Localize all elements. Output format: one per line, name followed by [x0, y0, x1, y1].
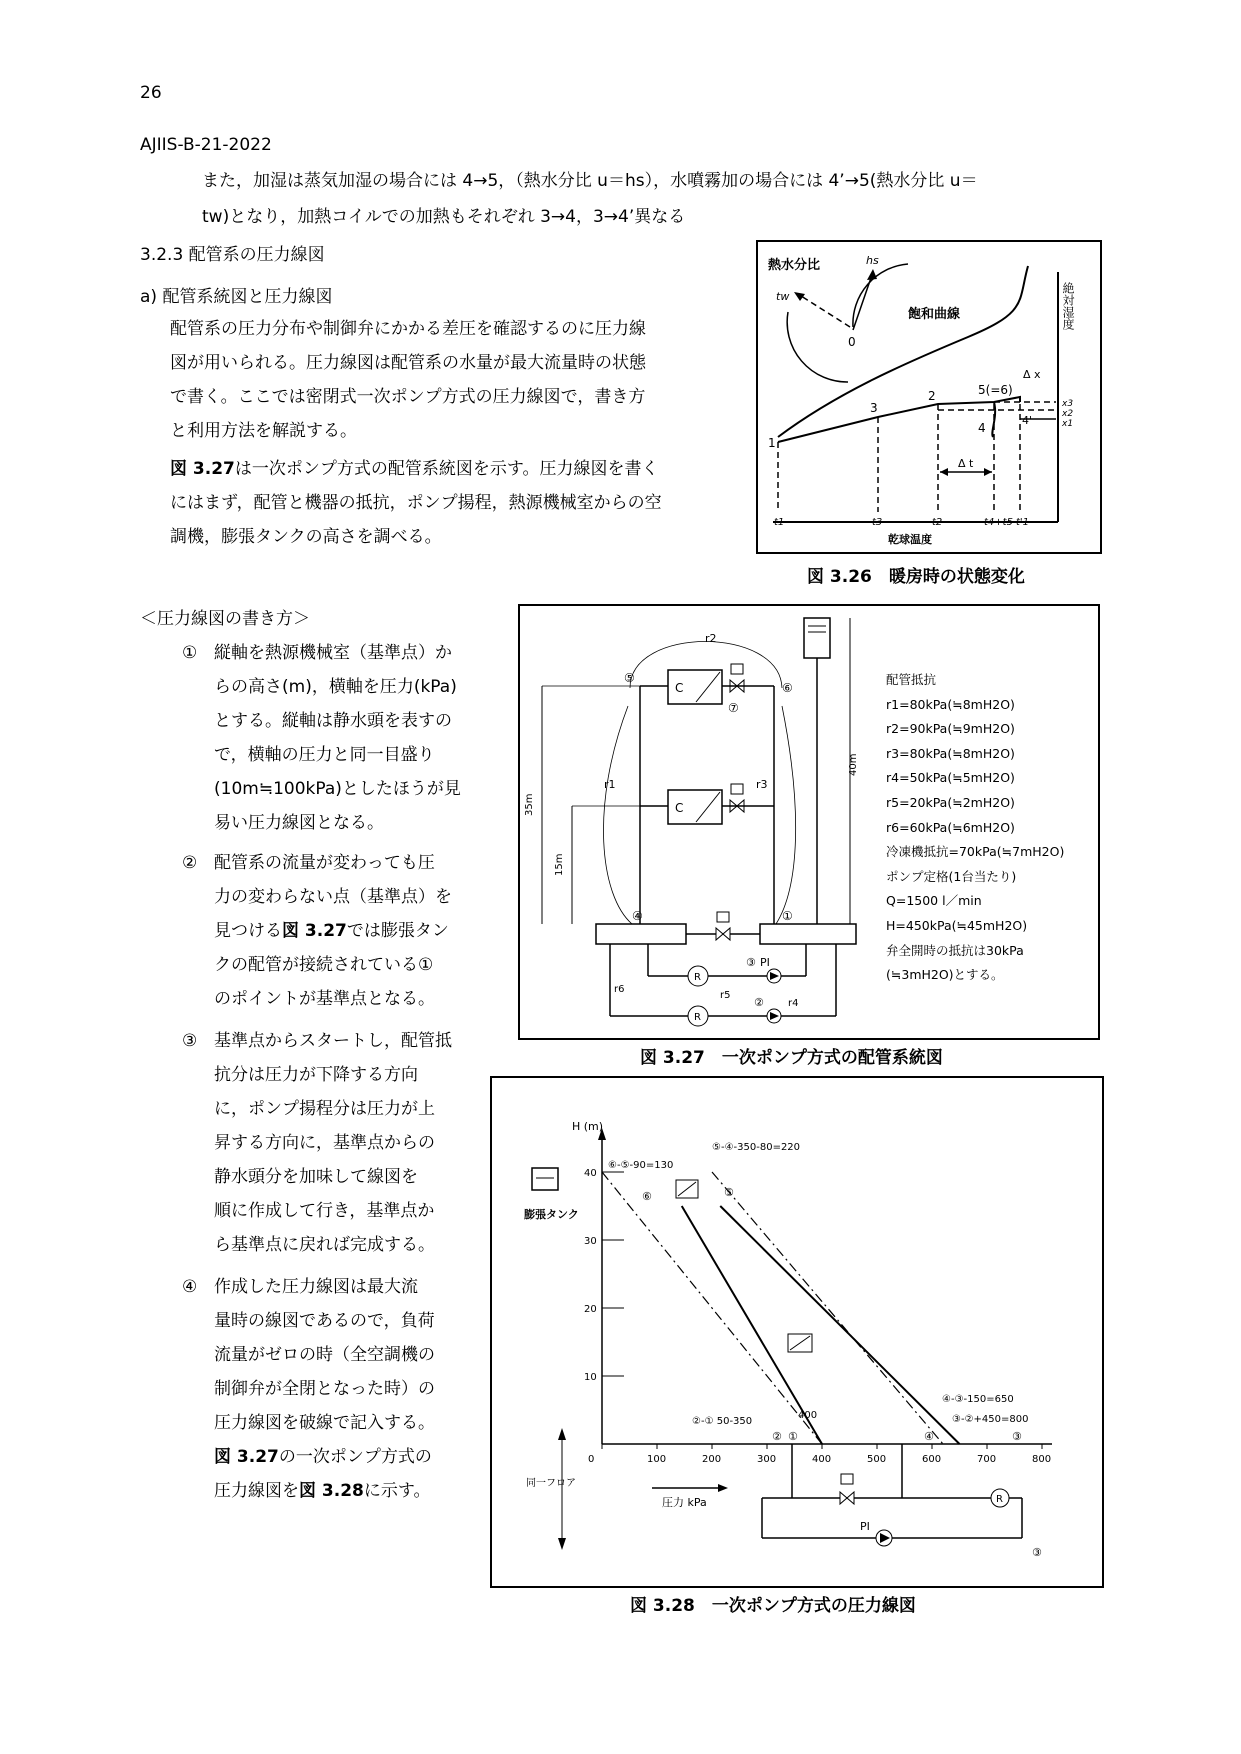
text-line: 制御弁が全閉となった時）の — [214, 1379, 435, 1399]
text-line: 圧力線図を破線で記入する。 — [214, 1413, 435, 1433]
ann-4-3: ④-③-150=650 — [942, 1394, 1014, 1405]
legend-line: r3=80kPa(≒8mH2O) — [886, 745, 1015, 761]
ann-400: 400 — [798, 1410, 818, 1421]
text-line: は一次ポンプ方式の配管系統図を示す。圧力線図を書く — [234, 459, 659, 479]
legend-line: r6=60kPa(≒6mH2O) — [886, 819, 1015, 835]
label-tw: tw — [776, 290, 790, 303]
legend-line: r5=20kPa(≒2mH2O) — [886, 794, 1015, 810]
label-expansion-tank: 膨張タンク — [524, 1208, 579, 1221]
label-r5: r5 — [720, 990, 731, 1001]
ann-chiller-r: R — [996, 1494, 1003, 1505]
x-tick-label: 500 — [867, 1454, 887, 1465]
figure-3-27 — [518, 604, 1100, 1040]
y-tick-label: 30 — [584, 1236, 597, 1247]
figure-ref: 図 3.27 — [282, 921, 347, 941]
coil-upper-label: C — [675, 681, 684, 695]
figure-ref: 図 3.28 — [299, 1481, 364, 1501]
label-right-axis: 絶対湿度 — [1061, 282, 1075, 330]
ann-node-3-bottom: ③ — [1032, 1546, 1042, 1559]
label-pi: PI — [760, 956, 770, 969]
text-line: とする。縦軸は静水頭を表すの — [214, 711, 452, 731]
step-number: ④ — [182, 1277, 198, 1297]
node-5: ⑤ — [624, 671, 635, 685]
ann-pi: PI — [860, 1520, 870, 1533]
intro-line-1: また，加湿は蒸気加湿の場合には 4→5，（熱水分比 u＝hs），水噴霧加の場合には 4’→5(熱水分比 u＝ — [202, 171, 978, 191]
text-line: ら基準点に戻れば完成する。 — [214, 1235, 435, 1255]
ann-node-5: ⑤ — [724, 1186, 734, 1199]
label-zero: 0 — [848, 335, 856, 349]
section-heading: 3.2.3 配管系の圧力線図 — [140, 245, 325, 265]
ann-2-1: ②-① 50-350 — [692, 1416, 753, 1427]
paragraph-1 — [170, 312, 646, 448]
text-line: 図が用いられる。圧力線図は配管系の水量が最大流量時の状態 — [170, 353, 646, 373]
chiller-1-label: R — [694, 972, 701, 983]
label-x3: x3 — [1062, 399, 1074, 409]
legend-line: Q=1500 l／min — [886, 893, 982, 909]
ann-node-1: ① — [788, 1430, 798, 1443]
x-tick-label: 800 — [1032, 1454, 1052, 1465]
x-tick-label: 100 — [647, 1454, 667, 1465]
coil-lower-label: C — [675, 801, 684, 815]
y-axis-label: H (m) — [572, 1120, 604, 1133]
ann-node-4: ④ — [924, 1430, 934, 1443]
ann-node-2: ② — [772, 1430, 782, 1443]
x-axis-label: 圧力 kPa — [662, 1496, 707, 1509]
text-line: 力の変わらない点（基準点）を — [214, 887, 452, 907]
y-tick-label: 10 — [584, 1372, 597, 1383]
tick-t1: t1 — [774, 517, 785, 528]
text-line: 易い圧力線図となる。 — [214, 813, 384, 833]
series-line — [712, 1172, 943, 1444]
x-tick-label: 300 — [757, 1454, 777, 1465]
pipe-resistance-legend — [886, 668, 1064, 988]
text-line: では膨張タン — [346, 921, 449, 941]
node-4: ④ — [632, 909, 643, 923]
x-tick-label: 400 — [812, 1454, 832, 1465]
pressure-chart — [492, 1078, 1102, 1586]
label-dx: Δ x — [1023, 368, 1041, 381]
figure-3-28 — [490, 1076, 1104, 1588]
step-number: ③ — [182, 1031, 198, 1051]
x-tick-label: 600 — [922, 1454, 942, 1465]
ann-node-6: ⑥ — [642, 1190, 652, 1203]
point-2: 2 — [928, 389, 936, 403]
ann-same-floor: 同一フロア — [526, 1478, 576, 1489]
x-ticks — [588, 1444, 1051, 1465]
label-r1: r1 — [604, 778, 616, 791]
x-tick-label: 700 — [977, 1454, 997, 1465]
label-saturation: 飽和曲線 — [908, 307, 961, 322]
label-r3: r3 — [756, 778, 768, 791]
text-line: 順に作成して行き，基準点か — [214, 1201, 435, 1221]
legend-line: (≒3mH2O)とする。 — [886, 967, 1004, 983]
figure-3-28-caption: 図 3.28 一次ポンプ方式の圧力線図 — [630, 1596, 916, 1616]
point-3: 3 — [870, 401, 878, 415]
tick-t4t5: t4+t5 — [984, 517, 1013, 528]
text-line: 昇する方向に，基準点からの — [214, 1133, 435, 1153]
text-line: 流量がゼロの時（全空調機の — [214, 1345, 435, 1365]
label-x2: x2 — [1062, 409, 1074, 419]
text-line: 配管系の圧力分布や制御弁にかかる差圧を確認するのに圧力線 — [170, 319, 646, 339]
text-line: 縦軸を熱源機械室（基準点）か — [214, 643, 452, 663]
figure-3-27-caption: 図 3.27 一次ポンプ方式の配管系統図 — [640, 1048, 943, 1068]
psychrometric-diagram — [758, 242, 1100, 552]
text-line: にはまず，配管と機器の抵抗，ポンプ揚程，熱源機械室からの空 — [170, 493, 662, 513]
figure-ref: 図 3.27 — [170, 459, 235, 479]
tick-tp1: t'1 — [1016, 517, 1030, 528]
text-line: 圧力線図を — [214, 1481, 299, 1501]
label-xaxis: 乾球温度 — [888, 533, 932, 546]
node-7: ⑦ — [728, 701, 739, 715]
step-number: ② — [182, 853, 198, 873]
text-line: らの高さ(m)，横軸を圧力(kPa) — [214, 677, 457, 697]
legend-line: H=450kPa(≒45mH2O) — [886, 917, 1028, 933]
series-group — [602, 1172, 960, 1444]
label-ratio: 熱水分比 — [768, 258, 821, 273]
text-line: 見つける — [214, 921, 282, 941]
label-r4: r4 — [788, 998, 799, 1009]
node-2: ② — [754, 996, 764, 1009]
text-line: で，横軸の圧力と同一目盛り — [214, 745, 435, 765]
howto-heading: ＜圧力線図の書き方＞ — [140, 609, 310, 629]
text-line: 抗分は圧力が下降する方向 — [214, 1065, 418, 1085]
legend-line: 冷凍機抵抗=70kPa(≒7mH2O) — [886, 844, 1065, 860]
text-line: の一次ポンプ方式の — [278, 1447, 432, 1467]
paragraph-2 — [170, 452, 662, 554]
y-ticks — [584, 1168, 624, 1383]
label-dt: Δ t — [958, 457, 974, 470]
label-r2: r2 — [705, 632, 717, 645]
point-1: 1 — [768, 436, 776, 450]
label-15m: 15m — [554, 853, 565, 876]
node-1: ① — [782, 909, 793, 923]
label-hs: hs — [866, 254, 879, 267]
intro-line-2: tw)となり，加熱コイルでの加熱もそれぞれ 3→4，3→4’異なる — [202, 207, 686, 227]
text-line: 量時の線図であるので，負荷 — [214, 1311, 435, 1331]
ann-5-4: ⑤-④-350-80=220 — [712, 1142, 801, 1153]
legend-line: r1=80kPa(≒8mH2O) — [886, 696, 1015, 712]
point-4-prime: 4' — [1022, 414, 1033, 427]
ann-3-2: ③-②+450=800 — [952, 1414, 1029, 1425]
label-x1: x1 — [1062, 419, 1074, 429]
legend-line: ポンプ定格(1台当たり) — [886, 868, 1017, 884]
legend-line: r4=50kPa(≒5mH2O) — [886, 770, 1015, 786]
text-line: で書く。ここでは密閉式一次ポンプ方式の圧力線図で，書き方 — [170, 387, 646, 407]
x-tick-label: 200 — [702, 1454, 722, 1465]
legend-line: r2=90kPa(≒9mH2O) — [886, 721, 1015, 737]
text-line: 調機，膨張タンクの高さを調べる。 — [170, 527, 442, 547]
text-line: と利用方法を解説する。 — [170, 421, 357, 441]
text-line: 配管系の流量が変わっても圧 — [214, 853, 435, 873]
label-40m: 40m — [848, 753, 859, 776]
text-line: 基準点からスタートし，配管抵 — [214, 1031, 452, 1051]
series-line — [682, 1206, 822, 1444]
ann-node-3: ③ — [1012, 1430, 1022, 1443]
node-3: ③ — [746, 956, 756, 969]
text-line: 作成した圧力線図は最大流 — [214, 1277, 418, 1297]
step-number: ① — [182, 643, 198, 663]
x-tick-label: 0 — [588, 1454, 595, 1465]
figure-ref: 図 3.27 — [214, 1447, 279, 1467]
figure-3-26-caption: 図 3.26 暖房時の状態変化 — [807, 567, 1025, 587]
tick-t2: t2 — [932, 517, 943, 528]
figure-3-26 — [756, 240, 1102, 554]
subsection-heading: a) 配管系統図と圧力線図 — [140, 287, 333, 307]
text-line: 静水頭分を加味して線図を — [214, 1167, 418, 1187]
label-r6: r6 — [614, 984, 625, 995]
page-number: 26 — [140, 83, 162, 103]
text-line: のポイントが基準点となる。 — [214, 989, 435, 1009]
text-line: に示す。 — [363, 1481, 431, 1501]
chiller-2-label: R — [694, 1012, 701, 1023]
ann-6-5: ⑥-⑤-90=130 — [608, 1160, 674, 1171]
legend-line: 配管抵抗 — [886, 672, 937, 687]
series-line — [602, 1172, 822, 1444]
tick-t3: t3 — [872, 517, 883, 528]
legend-line: 弁全開時の抵抗は30kPa — [886, 942, 1024, 958]
y-tick-label: 20 — [584, 1304, 597, 1315]
text-line: クの配管が接続されている① — [214, 955, 434, 975]
text-line: に，ポンプ揚程分は圧力が上 — [214, 1099, 435, 1119]
document-id: AJIIS-B-21-2022 — [140, 135, 272, 155]
text-line: (10m≒100kPa)としたほうが見 — [214, 779, 461, 799]
y-tick-label: 40 — [584, 1168, 597, 1179]
point-4: 4 — [978, 421, 986, 435]
point-5: 5(=6) — [978, 383, 1013, 397]
series-line — [720, 1206, 959, 1444]
label-35m: 35m — [524, 793, 535, 816]
node-6: ⑥ — [782, 681, 793, 695]
